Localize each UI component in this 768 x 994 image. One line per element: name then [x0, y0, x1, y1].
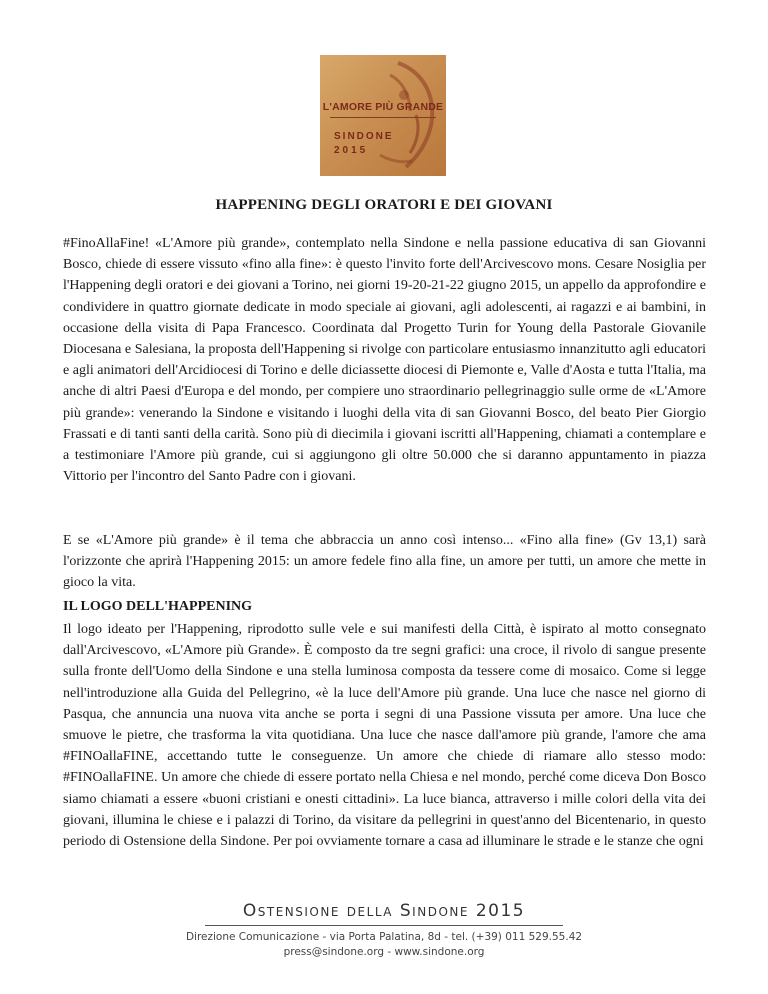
paragraph-logo-description: Il logo ideato per l'Happening, riprodotto sulle vele e sui manifesti della Città, è ispirato al motto consegnato dall'Arcivescovo, «L'Amore più Grande». È composto da tre segni grafici: una croce, il rivolo di sangue presente sulla fronte dell'Uomo della Sindone e una stella luminosa composta da tessere come di mosaico. Come si legge nell'introduzione alla Guida del Pellegrino, «è la luce dell'Amore più grande. Una luce che nasce nel giorno di Pasqua, che annuncia una nuova vita anche se porta i segni di una Passione vissuta per amore. Una luce che smuove le pietre, che trasforma la vita quotidiana. Una luce che nasce dall'amore più grande, l'amore che ama #FINOallaFINE, accettando tutte le conseguenze. Un amore che chiede di riamare allo stesso modo: #FINOallaFINE. Un amore che chiede di essere portato nella Chiesa e nel mondo, perché come diceva Don Bosco siamo chiamati a essere «buoni cristiani e onesti cittadini». La luce bianca, attraverso i mille colori della vita dei giovani, illumina le chiese e i palazzi di Torino, da visitare da pellegrini in quest'anno del Bicentenario, in questo periodo di Ostensione della Sindone. Per poi ovviamente tornare a casa ad illuminare le strade e le stanze che ogni: [63, 622, 706, 850]
page-title: HAPPENING DEGLI ORATORI E DEI GIOVANI: [215, 197, 553, 213]
logo-divider: [330, 117, 436, 118]
footer-address: Direzione Comunicazione - via Porta Palatina, 8d - tel. (+39) 011 529.55.42: [185, 931, 583, 943]
paragraph-theme: E se «L'Amore più grande» è il tema che abbraccia un anno così intenso... «Fino alla fine» (Gv 13,1) sarà l'orizzonte che aprirà l'Happening 2015: un amore fedele fino alla fine, un amore per tutti, un amore che mette in gioco la vita.: [63, 533, 706, 591]
paragraph-intro: #FinoAllaFine! «L'Amore più grande», contemplato nella Sindone e nella passione educativa di san Giovanni Bosco, chiede di essere vissuto «fino alla fine»: è questo l'invito forte dell'Arcivescovo mons. Cesare Nosiglia per l'Happening degli oratori e dei giovani a Torino, nei giorni 19-20-21-22 giugno 2015, un appello da approfondire e condividere in quattro giornate dedicate in modo speciale ai giovani, agli adolescenti, ai ragazzi e ai bambini, in occasione della visita di Papa Francesco. Coordinata dal Progetto Turin for Young della Pastorale Giovanile Diocesana e Salesiana, la proposta dell'Happening si rivolge con particolare entusiasmo innanzitutto agli educatori e agli animatori dell'Arcidiocesi di Torino e delle diciassette diocesi di Piemonte e, Valle d'Aosta e tutta l'Italia, ma anche di altri Paesi d'Europa e del mondo, per compiere uno straordinario pellegrinaggio sulle orme de «L'Amore più grande»: venerando la Sindone e visitando i luoghi della vita di san Giovanni Bosco, del beato Pier Giorgio Frassati e di tanti santi della carità. Sono più di diecimila i giovani iscritti all'Happening, chiamati a contemplare e a testimoniare l'Amore più grande, cui si aggiungono gli oltre 50.000 che si daranno appuntamento in piazza Vittorio per l'incontro del Santo Padre con i giovani.: [63, 236, 706, 485]
footer-contacts: press@sindone.org - www.sindone.org: [283, 946, 485, 958]
footer-title: Ostensione della Sindone 2015: [242, 901, 526, 921]
happening-logo: [320, 55, 446, 176]
footer-divider: [205, 925, 563, 926]
logo-line-1: SINDONE: [334, 131, 394, 142]
logo-line-2: 2015: [334, 145, 369, 156]
logo-title: L'AMORE PIÙ GRANDE: [322, 101, 444, 113]
shroud-face-icon: [320, 55, 446, 176]
section-heading-logo: IL LOGO DELL'HAPPENING: [63, 599, 253, 614]
